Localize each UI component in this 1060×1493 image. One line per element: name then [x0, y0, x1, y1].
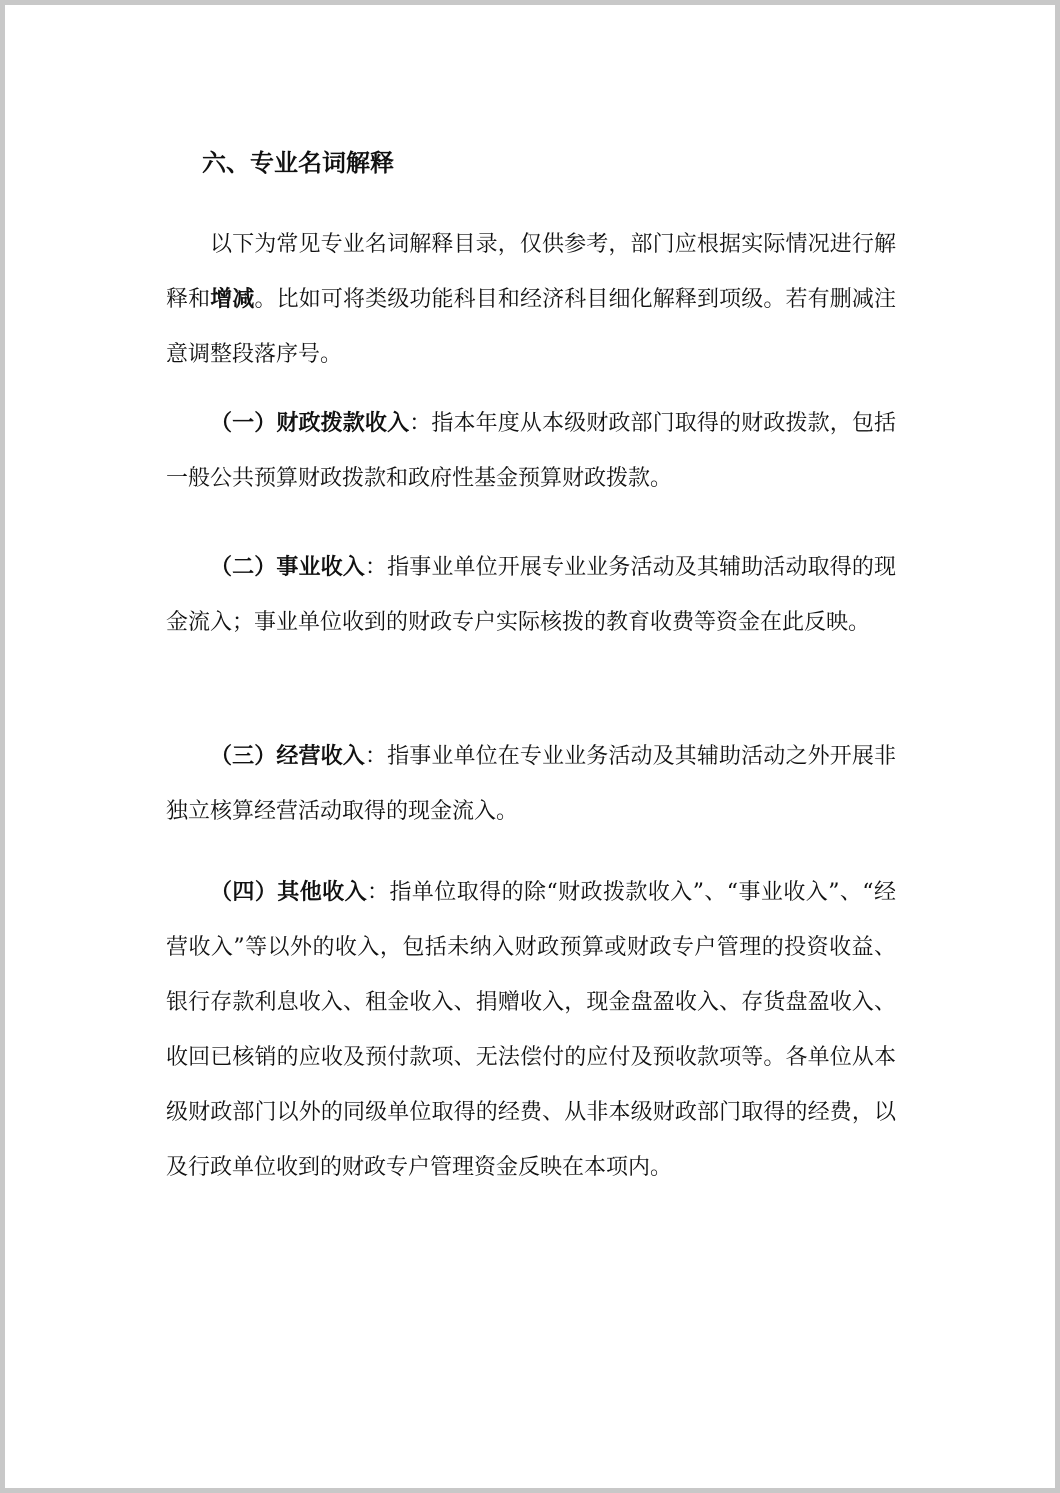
term-paragraph-1	[166, 396, 896, 506]
term-definition: 指事业单位在专业业务活动及其辅助活动之外开展非独立核算经营活动取得的现金流入。	[166, 744, 896, 824]
term-paragraph-2	[166, 540, 896, 650]
term-number: （一）	[210, 411, 277, 436]
term-colon: ：	[367, 880, 390, 905]
term-colon: ：	[364, 555, 388, 580]
term-number: （二）	[210, 555, 277, 580]
term-number: （三）	[210, 744, 277, 769]
section-heading: 六、专业名词解释	[202, 149, 394, 177]
term-definition: 指事业单位开展专业业务活动及其辅助活动取得的现金流入；事业单位收到的财政专户实际核拨的教育收费等资金在此反映。	[166, 555, 896, 635]
intro-paragraph	[166, 217, 896, 382]
document-page	[5, 5, 1055, 1488]
term-colon: ：	[409, 411, 432, 436]
intro-bold-text: 增减	[210, 287, 255, 312]
term-number: （四）	[210, 880, 278, 905]
term-colon: ：	[364, 744, 388, 769]
term-paragraph-3	[166, 729, 896, 839]
term-name: 经营收入	[276, 744, 365, 769]
term-definition: 指本年度从本级财政部门取得的财政拨款，包括一般公共预算财政拨款和政府性基金预算财政拨款。	[166, 411, 896, 491]
term-paragraph-4	[166, 865, 896, 1195]
intro-text-1: 以下为常见专业名词解释目录，仅供参考，部门应根据实际情况进行解释和	[166, 232, 896, 312]
intro-text-2: 。比如可将类级功能科目和经济科目细化解释到项级。若有删减注意调整段落序号。	[166, 287, 896, 367]
term-name: 其他收入	[277, 880, 368, 905]
term-name: 事业收入	[276, 555, 365, 580]
term-definition: 指单位取得的除“财政拨款收入”、“事业收入”、“经营收入”等以外的收入，包括未纳入财政预算或财政专户管理的投资收益、银行存款利息收入、租金收入、捐赠收入，现金盘盈收入、存货盘盈收入、收回已核销的应收及预付款项、无法偿付的应付及预收款项等。各单位从本级财政部门以外的同级单位取得的经费、从非本级财政部门取得的经费，以及行政单位收到的财政专户管理资金反映在本项内。	[166, 880, 896, 1180]
term-name: 财政拨款收入	[276, 411, 410, 436]
